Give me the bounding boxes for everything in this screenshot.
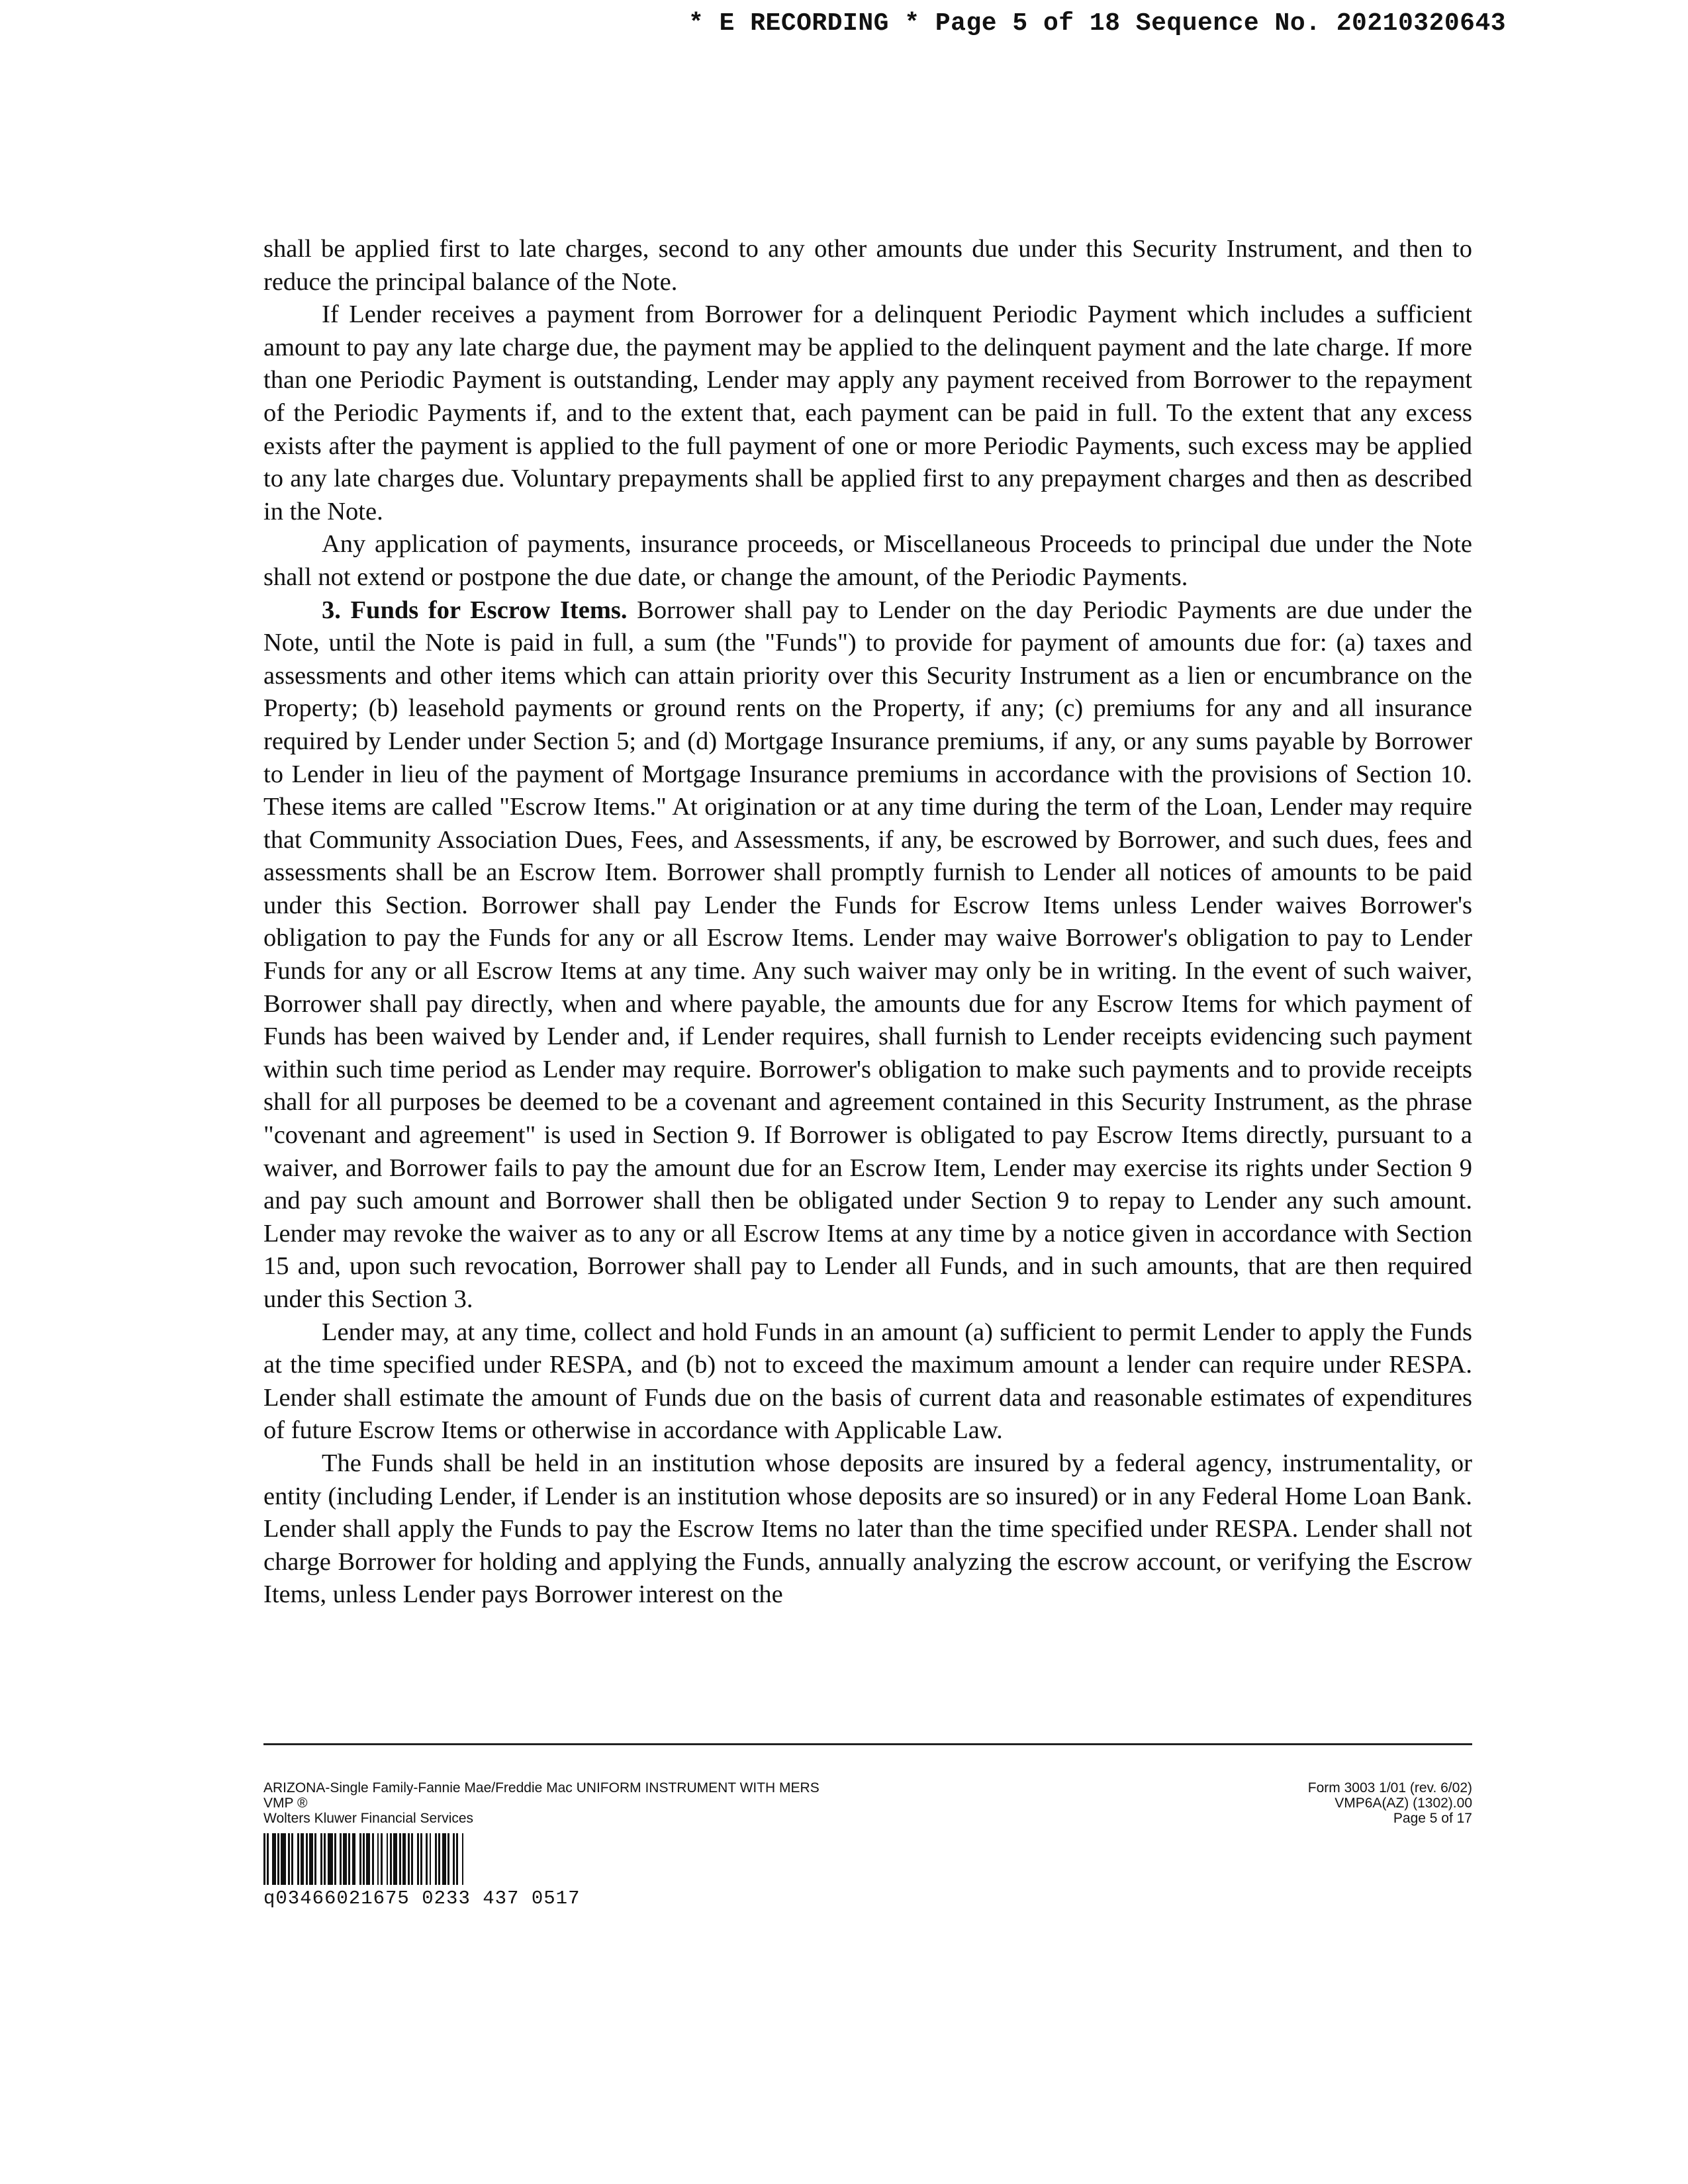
barcode-number: q03466021675 0233 437 0517 — [263, 1888, 581, 1909]
footer-publisher: Wolters Kluwer Financial Services — [263, 1811, 474, 1826]
recording-header: * E RECORDING * Page 5 of 18 Sequence No. 20210320643 — [688, 9, 1507, 38]
footer-form-revision: Form 3003 1/01 (rev. 6/02) — [1307, 1780, 1472, 1796]
section-heading-escrow: 3. Funds for Escrow Items. — [322, 596, 628, 624]
paragraph-funds-held: The Funds shall be held in an institution whose deposits are insured by a federal agency, instrumentality, or entity (including Lender, if Lender is an institution whose deposits are so insured) or in any Federal Home Loan Bank. Lender shall apply the Funds to pay the Escrow Items no later than the time specified under RESPA. Lender shall not charge Borrower for holding and applying the Funds, annually analyzing the escrow account, or verifying the Escrow Items, unless Lender pays Borrower interest on the — [263, 1449, 1472, 1609]
barcode-bar — [463, 1833, 465, 1885]
footer-vmp-mark: VMP ® — [263, 1796, 308, 1811]
paragraph-continuation: shall be applied first to late charges, second to any other amounts due under this Security Instrument, and then to reduce the principal balance of the Note. — [263, 235, 1472, 296]
footer-form-title: ARIZONA-Single Family-Fannie Mae/Freddie Mac UNIFORM INSTRUMENT WITH MERS — [263, 1780, 820, 1796]
barcode-bar — [281, 1833, 286, 1885]
footer-form-info — [263, 1780, 1058, 1826]
document-body — [263, 233, 1472, 1612]
paragraph-application-of-payments: Any application of payments, insurance proceeds, or Miscellaneous Proceeds to principal due under the Note shall not extend or postpone the due date, or change the amount, of the Periodic Payments. — [263, 530, 1472, 591]
footer-form-code: VMP6A(AZ) (1302).00 — [1335, 1796, 1472, 1811]
footer-page-number: Page 5 of 17 — [1393, 1811, 1472, 1826]
barcode-icon — [263, 1833, 740, 1885]
footer-form-number — [1141, 1780, 1472, 1826]
paragraph-funds-for-escrow — [263, 594, 1472, 1316]
barcode-bar — [328, 1833, 333, 1885]
paragraph-delinquent-payment: If Lender receives a payment from Borrower for a delinquent Periodic Payment which includes a sufficient amount to pay any late charge due, the payment may be applied to the delinquent payment and the late charge. If more than one Periodic Payment is outstanding, Lender may apply any payment received from Borrower to the repayment of the Periodic Payments if, and to the extent that, each payment can be paid in full. To the extent that any excess exists after the payment is applied to the full payment of one or more Periodic Payments, such excess may be applied to any late charges due. Voluntary prepayments shall be applied first to any prepayment charges and then as described in the Note. — [263, 300, 1472, 525]
paragraph-escrow-text: Borrower shall pay to Lender on the day Periodic Payments are due under the Note, until the Note is paid in full, a sum (the "Funds") to provide for payment of amounts due for: (a) taxes and assessments and other items which can attain priority over this Security Instrument as a lien or encumbrance on the Property; (b) leasehold payments or ground rents on the Property, if any; (c) premiums for any and all insurance required by Lender under Section 5; and (d) Mortgage Insurance premiums, if any, or any sums payable by Borrower to Lender in lieu of the payment of Mortgage Insurance premiums in accordance with the provisions of Section 10. These items are called "Escrow Items." At origination or at any time during the term of the Loan, Lender may require that Community Association Dues, Fees, and Assessments, if any, be escrowed by Borrower, and such dues, fees and assessments shall be an Escrow Item. Borrower shall promptly furnish to Lender all notices of amounts to be paid under this Section. Borrower shall pay Lender the Funds for Escrow Items unless Lender waives Borrower's obligation to pay the Funds for any or all Escrow Items. Lender may waive Borrower's obligation to pay to Lender Funds for any or all Escrow Items at any time. Any such waiver may only be in writing. In the event of such waiver, Borrower shall pay directly, when and where payable, the amounts due for any Escrow Items for which payment of Funds has been waived by Lender and, if Lender requires, shall furnish to Lender receipts evidencing such payment within such time period as Lender may require. Borrower's obligation to make such payments and to provide receipts shall for all purposes be deemed to be a covenant and agreement contained in this Security Instrument, as the phrase "covenant and agreement" is used in Section 9. If Borrower is obligated to pay Escrow Items directly, pursuant to a waiver, and Borrower fails to pay the amount due for an Escrow Item, Lender may exercise its rights under Section 9 and pay such amount and Borrower shall then be obligated under Section 9 to repay to Lender any such amount. Lender may revoke the waiver as to any or all Escrow Items at any time by a notice given in accordance with Section 15 and, upon such revocation, Borrower shall pay to Lender all Funds, and in such amounts, that are then required under this Section 3. — [263, 596, 1472, 1313]
footer-divider — [263, 1743, 1472, 1745]
paragraph-lender-collect-funds: Lender may, at any time, collect and hold Funds in an amount (a) sufficient to permit Lender to apply the Funds at the time specified under RESPA, and (b) not to exceed the maximum amount a lender can require under RESPA. Lender shall estimate the amount of Funds due on the basis of current data and reasonable estimates of expenditures of future Escrow Items or otherwise in accordance with Applicable Law. — [263, 1318, 1472, 1445]
